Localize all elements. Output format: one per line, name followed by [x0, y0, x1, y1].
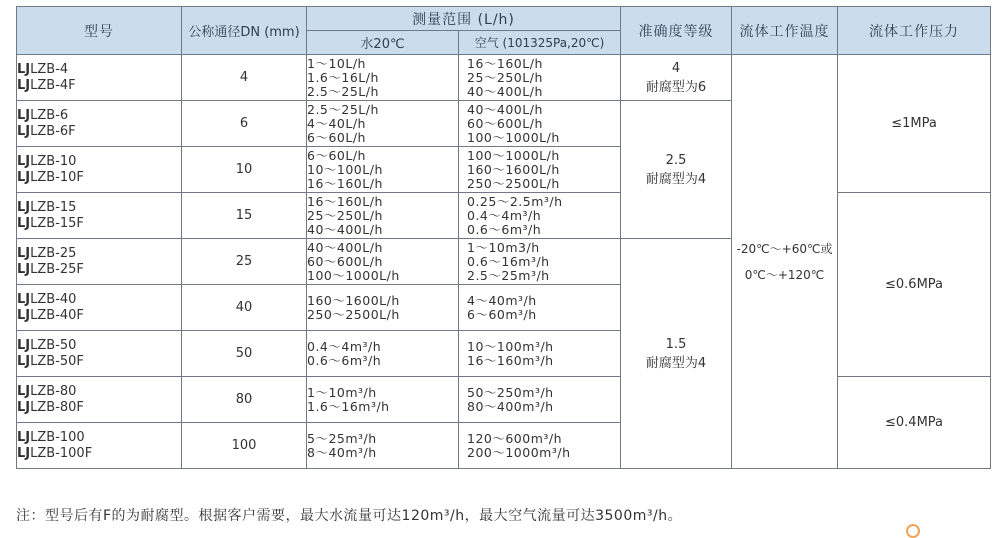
model-name: LJLZB-4F	[17, 77, 76, 93]
dn-cell: 25	[182, 239, 307, 285]
dn-cell: 100	[182, 423, 307, 469]
header-accuracy: 准确度等级	[621, 7, 732, 55]
spec-table	[16, 6, 991, 469]
model-name: LJLZB-6F	[17, 123, 76, 139]
table-row	[17, 377, 991, 423]
temperature-cell: -20℃～+60℃或 0℃～+120℃	[732, 55, 838, 469]
water-range-cell: 0.4～4m³/h 0.6～6m³/h	[307, 331, 459, 377]
accuracy-cell: 1.5 耐腐型为4	[621, 239, 732, 469]
model-name: LJLZB-100	[17, 429, 85, 445]
model-name: LJLZB-15F	[17, 215, 84, 231]
accuracy-cell: 2.5 耐腐型为4	[621, 101, 732, 239]
model-cell	[17, 147, 182, 193]
water-range-cell: 40～400L/h 60～600L/h 100～1000L/h	[307, 239, 459, 285]
model-name: LJLZB-4	[17, 61, 69, 77]
air-range-cell: 50～250m³/h 80～400m³/h	[459, 377, 621, 423]
model-cell	[17, 55, 182, 101]
pressure-cell: ≤1MPa	[838, 55, 991, 193]
decorative-circle	[906, 524, 920, 538]
header-air: 空气 (101325Pa,20℃)	[459, 31, 621, 55]
air-range-cell: 1～10m3/h 0.6～16m³/h 2.5～25m³/h	[459, 239, 621, 285]
table-body	[17, 55, 991, 469]
model-name: LJLZB-40F	[17, 307, 84, 323]
water-range-cell: 16～160L/h 25～250L/h 40～400L/h	[307, 193, 459, 239]
water-range-cell: 1～10L/h 1.6～16L/h 2.5～25L/h	[307, 55, 459, 101]
dn-cell: 40	[182, 285, 307, 331]
model-name: LJLZB-10F	[17, 169, 84, 185]
footnote: 注：型号后有F的为耐腐型。根据客户需要，最大水流量可达120m³/h，最大空气流量可达3500m³/h。	[16, 508, 683, 524]
header-dn: 公称通径DN (mm)	[182, 7, 307, 55]
water-range-cell: 5～25m³/h 8～40m³/h	[307, 423, 459, 469]
table-row	[17, 193, 991, 239]
model-cell	[17, 101, 182, 147]
water-range-cell: 1～10m³/h 1.6～16m³/h	[307, 377, 459, 423]
dn-cell: 4	[182, 55, 307, 101]
header-temperature: 流体工作温度	[732, 7, 838, 55]
model-name: LJLZB-50F	[17, 353, 84, 369]
air-range-cell: 40～400L/h 60～600L/h 100～1000L/h	[459, 101, 621, 147]
model-name: LJLZB-15	[17, 199, 77, 215]
air-range-cell: 0.25～2.5m³/h 0.4～4m³/h 0.6～6m³/h	[459, 193, 621, 239]
model-name: LJLZB-25	[17, 245, 77, 261]
air-range-cell: 120～600m³/h 200～1000m³/h	[459, 423, 621, 469]
model-name: LJLZB-80F	[17, 399, 84, 415]
model-cell	[17, 331, 182, 377]
model-name: LJLZB-100F	[17, 445, 93, 461]
header-pressure: 流体工作压力	[838, 7, 991, 55]
water-range-cell: 6～60L/h 10～100L/h 16～160L/h	[307, 147, 459, 193]
air-range-cell: 10～100m³/h 16～160m³/h	[459, 331, 621, 377]
model-name: LJLZB-80	[17, 383, 77, 399]
model-cell	[17, 285, 182, 331]
dn-cell: 80	[182, 377, 307, 423]
air-range-cell: 16～160L/h 25～250L/h 40～400L/h	[459, 55, 621, 101]
header-range: 测量范围 (L/h)	[307, 7, 621, 31]
dn-cell: 15	[182, 193, 307, 239]
model-name: LJLZB-25F	[17, 261, 84, 277]
model-name: LJLZB-50	[17, 337, 77, 353]
model-cell	[17, 377, 182, 423]
model-cell	[17, 423, 182, 469]
accuracy-cell: 4 耐腐型为6	[621, 55, 732, 101]
dn-cell: 50	[182, 331, 307, 377]
pressure-cell: ≤0.4MPa	[838, 377, 991, 469]
water-range-cell: 2.5～25L/h 4～40L/h 6～60L/h	[307, 101, 459, 147]
model-cell	[17, 193, 182, 239]
model-name: LJLZB-10	[17, 153, 77, 169]
model-name: LJLZB-40	[17, 291, 77, 307]
header-water: 水20℃	[307, 31, 459, 55]
header-model: 型号	[17, 7, 182, 55]
model-cell	[17, 239, 182, 285]
table-row	[17, 55, 991, 101]
air-range-cell: 100～1000L/h 160～1600L/h 250～2500L/h	[459, 147, 621, 193]
dn-cell: 10	[182, 147, 307, 193]
air-range-cell: 4～40m³/h 6～60m³/h	[459, 285, 621, 331]
water-range-cell: 160～1600L/h 250～2500L/h	[307, 285, 459, 331]
model-name: LJLZB-6	[17, 107, 69, 123]
pressure-cell: ≤0.6MPa	[838, 193, 991, 377]
dn-cell: 6	[182, 101, 307, 147]
